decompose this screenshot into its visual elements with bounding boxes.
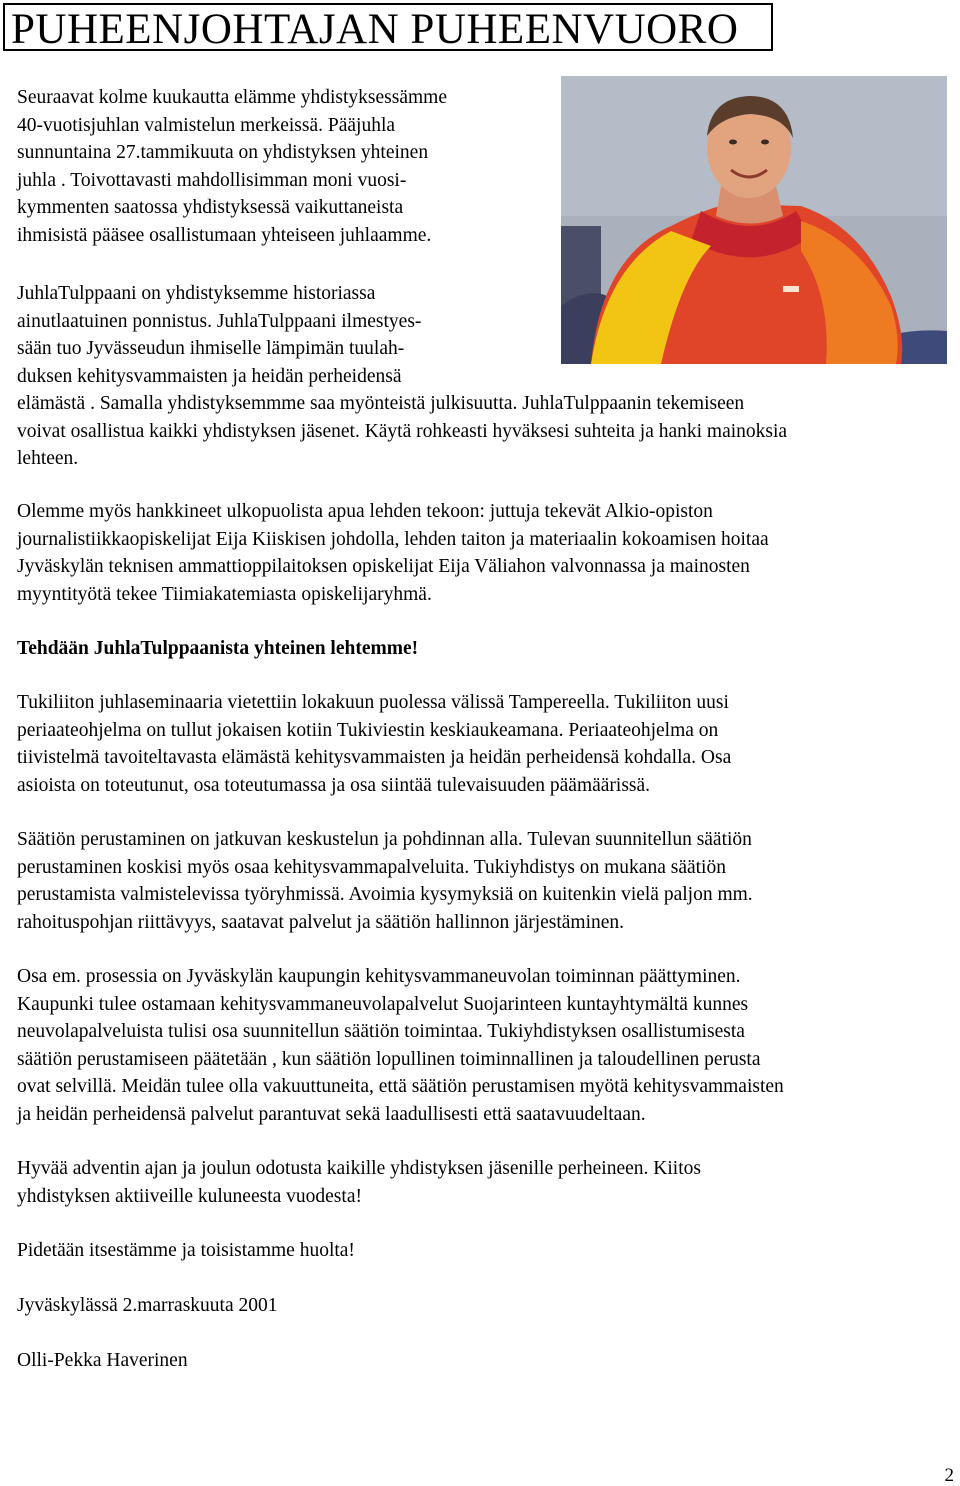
foundation-line: rahoituspohjan riittävyys, saatavat palvelut ja säätiön hallinnon järjestäminen. — [17, 911, 625, 933]
seminar-line: tiivistelmä tavoiteltavasta elämästä kehitysvammaisten ja heidän perheidensä kohdalla. Osa — [17, 747, 732, 768]
foundation-paragraph — [17, 826, 957, 936]
greeting-line: Hyvää adventin ajan ja joulun odotusta kaikille yhdistyksen jäsenille perheineen. Kiitos — [17, 1158, 701, 1179]
seminar-line: asioista on toteutunut, osa toteutumassa ja osa siintää tulevaisuuden päämäärissä. — [17, 774, 651, 796]
greeting-line: yhdistyksen aktiiveille kuluneesta vuodesta! — [17, 1185, 362, 1207]
tulppaani-line: JuhlaTulppaani on yhdistyksemme historiassa — [17, 283, 376, 304]
greeting-paragraph — [17, 1155, 957, 1210]
intro-line: kymmenten saatossa yhdistyksessä vaikuttaneista — [17, 197, 404, 218]
help-line: Jyväskylän teknisen ammattioppilaitoksen opiskelijat Eija Väliahon valvonnassa ja mainosten — [17, 556, 750, 577]
process-line: neuvolapalveluista tulisi osa suunnitellun säätiön toimintaa. Tukiyhdistyksen osallistumisesta — [17, 1021, 745, 1042]
tulppaani-line: sään tuo Jyvässeudun ihmiselle lämpimän tuulah- — [17, 338, 405, 359]
intro-paragraph — [17, 84, 552, 249]
process-line: ja heidän perheidensä palvelut parantuvat sekä laadullisesti että saatavuudeltaan. — [17, 1103, 646, 1125]
seminar-line: periaateohjelma on tullut jokaisen kotiin Tukiviestin keskiaukeamana. Periaateohjelma on — [17, 719, 719, 741]
signature-name: Olli-Pekka Haverinen — [17, 1350, 188, 1371]
tulppaani-line: voivat osallistua kaikki yhdistyksen jäsenet. Käytä rohkeasti hyväksesi suhteita ja hanki mainoksia — [17, 420, 788, 442]
page-number: 2 — [944, 1465, 954, 1486]
title-box — [3, 3, 773, 51]
intro-line: juhla . Toivottavasti mahdollisimman moni vuosi- — [17, 169, 407, 191]
tulppaani-paragraph — [17, 280, 957, 473]
process-line: Kaupunki tulee ostamaan kehitysvammaneuvolapalvelut Suojarinteen kuntayhtymältä kunnes — [17, 993, 749, 1015]
foundation-line: perustamista valmistelevissa työryhmissä. Avoimia kysymyksiä on kuitenkin vielä paljon mm. — [17, 884, 753, 905]
place-date: Jyväskylässä 2.marraskuuta 2001 — [17, 1295, 278, 1316]
help-line: Olemme myös hankkineet ulkopuolista apua lehden tekoon: juttuja tekevät Alkio-opiston — [17, 501, 713, 522]
process-paragraph — [17, 963, 957, 1128]
intro-line: 40-vuotisjuhlan valmistelun merkeissä. Pääjuhla — [17, 114, 396, 136]
foundation-line: Säätiön perustaminen on jatkuvan keskustelun ja pohdinnan alla. Tulevan suunnitellun säätiön — [17, 829, 752, 850]
help-line: journalistiikkaopiskelijat Eija Kiiskisen johdolla, lehden taiton ja materiaalin kokoamisen hoitaa — [17, 528, 769, 550]
tulppaani-line: duksen kehitysvammaisten ja heidän perheidensä — [17, 365, 402, 387]
process-line: säätiön perustamiseen päätetään , kun säätiön lopullinen toiminnallinen ja taloudellinen perusta — [17, 1048, 761, 1070]
closing-line: Pidetään itsestämme ja toisistamme huolta! — [17, 1240, 355, 1261]
seminar-paragraph — [17, 689, 957, 799]
page-title: PUHEENJOHTAJAN PUHEENVUORO — [11, 6, 739, 53]
tulppaani-line: lehteen. — [17, 448, 79, 469]
help-line: myyntityötä tekee Tiimiakatemiasta opiskelijaryhmä. — [17, 583, 432, 605]
tulppaani-line: ainutlaatuinen ponnistus. JuhlaTulppaani ilmestyes- — [17, 310, 422, 332]
intro-line: Seuraavat kolme kuukautta elämme yhdistyksessämme — [17, 87, 447, 108]
intro-line: ihmisistä pääsee osallistumaan yhteiseen juhlaamme. — [17, 224, 432, 246]
call-to-action: Tehdään JuhlaTulppaanista yhteinen lehtemme! — [17, 638, 419, 659]
tulppaani-line: elämästä . Samalla yhdistyksemmme saa myönteistä julkisuutta. JuhlaTulppaanin tekemiseen — [17, 393, 745, 414]
process-line: ovat selvillä. Meidän tulee olla vakuuttuneita, että säätiön perustamisen myötä kehitysvammaisten — [17, 1076, 784, 1097]
process-line: Osa em. prosessia on Jyväskylän kaupungin kehitysvammaneuvolan toiminnan päättyminen. — [17, 966, 741, 987]
intro-line: sunnuntaina 27.tammikuuta on yhdistyksen yhteinen — [17, 142, 429, 163]
foundation-line: perustaminen koskisi myös osaa kehitysvammapalveluita. Tukiyhdistys on mukana säätiön — [17, 856, 726, 878]
help-paragraph — [17, 498, 957, 608]
seminar-line: Tukiliiton juhlaseminaaria vietettiin lokakuun puolessa välissä Tampereella. Tukiliiton uusi — [17, 692, 729, 713]
